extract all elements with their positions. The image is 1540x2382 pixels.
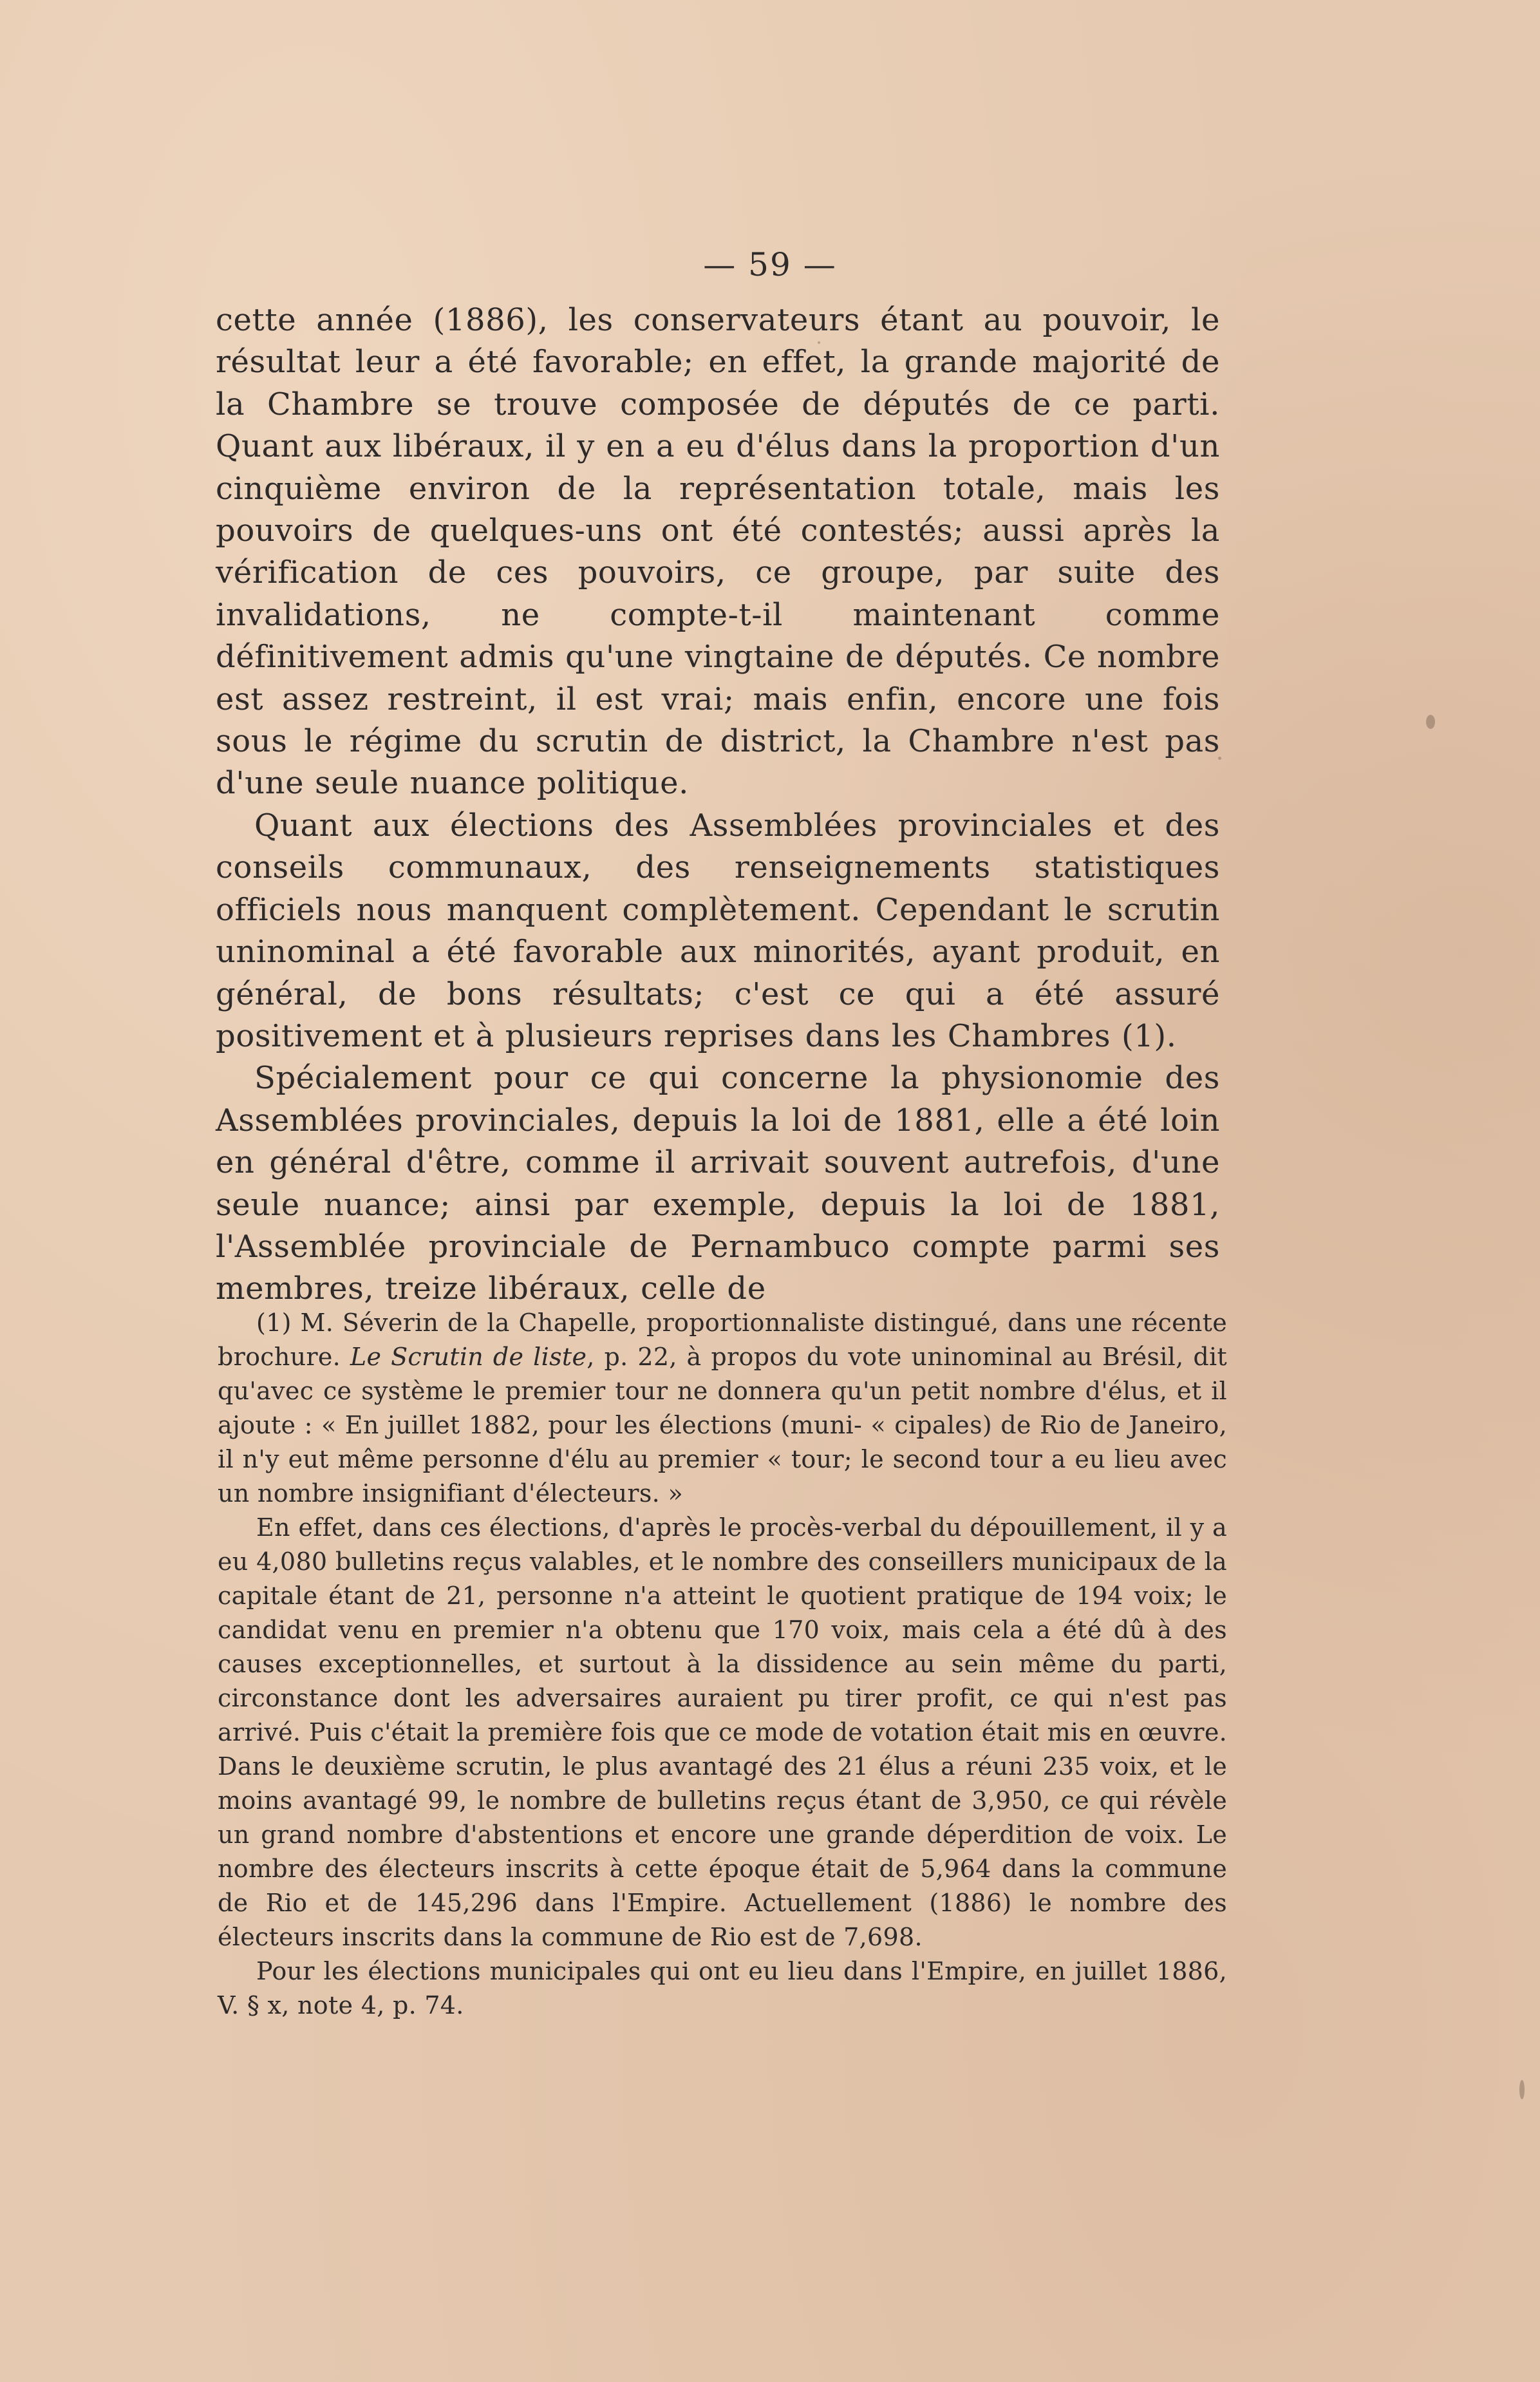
paragraph: Quant aux élections des Assemblées provinciales et des conseils communaux, des renseignements statistiques officiels nous manquent complètement. Cependant le scrutin uninominal a été favorable aux minorités, ayant produit, en général, de bons résultats; c'est ce qui a été assuré positivement et à plusieurs reprises dans les Chambres (1). [216,807,1220,1054]
paragraph: Spécialement pour ce qui concerne la physionomie des Assemblées provinciales, depuis la loi de 1881, elle a été loin en général d'être, comme il arrivait souvent autrefois, d'une seule nuance; ainsi par exemple, depuis la loi de 1881, l'Assemblée provinciale de Pernambuco compte parmi ses membres, treize libéraux, celle de [216,1060,1220,1307]
page-number: — 59 — [703,246,837,283]
footnotes [218,1306,1227,2023]
paragraph: cette année (1886), les conservateurs étant au pouvoir, le résultat leur a été favorable; en effet, la grande majorité de la Chambre se trouve composée de députés de ce parti. Quant aux libéraux, il y en a eu d'élus dans la proportion d'un cinquième environ de la représentation totale, mais les pouvoirs de quelques-uns ont été contestés; aussi après la vérification de ces pouvoirs, ce groupe, par suite des invalidations, ne compte-t-il maintenant comme définitivement admis qu'une vingtaine de députés. Ce nombre est assez restreint, il est vrai; mais enfin, encore une fois sous le régime du scrutin de district, la Chambre n'est pas d'une seule nuance politique. [216,302,1220,802]
footnote-cited-title: Le Scrutin de liste [350,1343,587,1371]
footnote-paragraph: Pour les élections municipales qui ont eu lieu dans l'Empire, en juillet 1886, V. § x, note 4, p. 74. [218,1957,1227,2019]
footnote-1 [218,1306,1227,1511]
main-text [216,299,1220,1310]
footnote-text: , p. 22, à propos du vote uninominal au Brésil, dit qu'avec ce système le premier tour ne donnera qu'un petit nombre d'élus, et il ajoute : « En juillet 1882, pour les élections (muni- « cipales) de Rio de Janeiro, il n'y eut même personne d'élu au premier « tour; le second tour a eu lieu avec un nombre insignifiant d'électeurs. » [218,1343,1227,1508]
footnote-text: (1) M. Séverin de la Chapelle, proportionnaliste distingué, dans une récente brochure. [218,1309,1227,1371]
footnote-paragraph: En effet, dans ces élections, d'après le procès-verbal du dépouillement, il y a eu 4,080 bulletins reçus valables, et le nombre des conseillers municipaux de la capitale étant de 21, personne n'a atteint le quotient pratique de 194 voix; le candidat venu en premier n'a obtenu que 170 voix, mais cela a été dû à des causes exceptionnelles, et surtout à la dissidence au sein même du parti, circonstance dont les adversaires auraient pu tirer profit, ce qui n'est pas arrivé. Puis c'était la première fois que ce mode de votation était mis en œuvre. Dans le deuxième scrutin, le plus avantagé des 21 élus a réuni 235 voix, et le moins avantagé 99, le nombre de bulletins reçus étant de 3,950, ce qui révèle un grand nombre d'abstentions et encore une grande déperdition de voix. Le nombre des électeurs inscrits à cette époque était de 5,964 dans la commune de Rio et de 145,296 dans l'Empire. Actuellement (1886) le nombre des électeurs inscrits dans la commune de Rio est de 7,698. [218,1513,1227,1951]
